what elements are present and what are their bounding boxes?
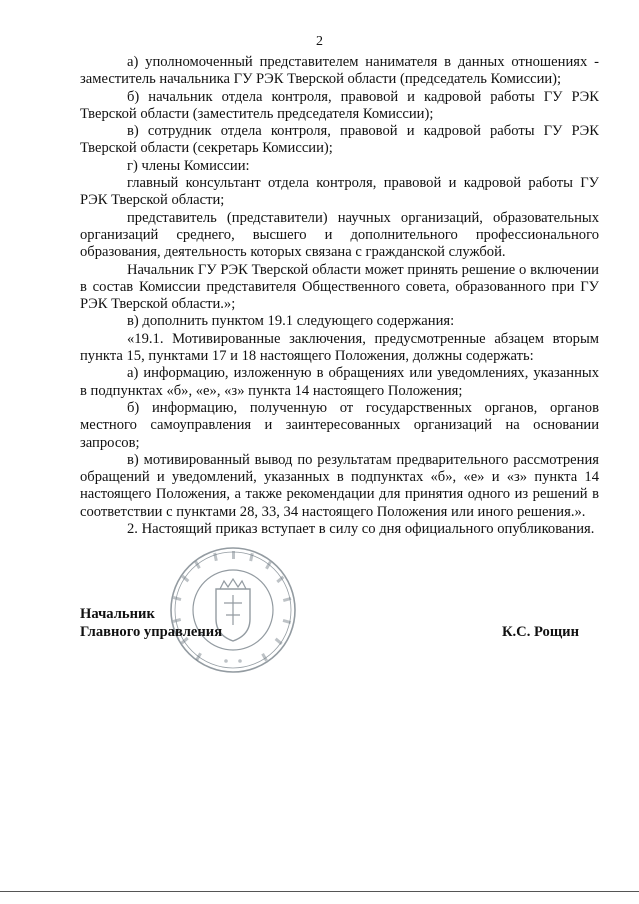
- signature-title-line2: Главного управления: [80, 624, 223, 640]
- signature-block: [80, 605, 599, 645]
- paragraph-item-b: б) начальник отдела контроля, правовой и кадровой работы ГУ РЭК Тверской области (заместитель председателя Комиссии);: [80, 88, 599, 122]
- paragraph-19-1-b: б) информацию, полученную от государственных органов, органов местного самоуправления и заинтересованных организаций на основании запросов;: [80, 399, 599, 451]
- paragraph-effective: 2. Настоящий приказ вступает в силу со дня официального опубликования.: [127, 521, 595, 538]
- document-body: [80, 54, 599, 538]
- paragraph-19-1-a: а) информацию, изложенную в обращениях или уведомлениях, указанных в подпунктах «б», «е», «з» пункта 14 настоящего Положения;: [80, 365, 599, 399]
- paragraph-add-point: в) дополнить пунктом 19.1 следующего содержания:: [127, 313, 455, 330]
- paragraph-chief-consultant: главный консультант отдела контроля, правовой и кадровой работы ГУ РЭК Тверской области;: [80, 175, 599, 209]
- footer-divider: [0, 891, 639, 892]
- paragraph-item-g: г) члены Комиссии:: [127, 157, 250, 174]
- paragraph-representatives: представитель (представители) научных организаций, образовательных организаций среднего, высшего и дополнительного профессионального образования, деятельность которых связана с гражданской службой.: [80, 209, 599, 261]
- paragraph-item-a: а) уполномоченный представителем нанимателя в данных отношениях - заместитель начальника ГУ РЭК Тверской области (председатель Комиссии);: [80, 54, 599, 88]
- paragraph-public-council: Начальник ГУ РЭК Тверской области может принять решение о включении в состав Комиссии представителя Общественного совета, образованного при ГУ РЭК Тверской области.»;: [80, 261, 599, 313]
- paragraph-19-1: «19.1. Мотивированные заключения, предусмотренные абзацем вторым пункта 15, пунктами 17 и 18 настоящего Положения, должны содержать:: [80, 330, 599, 365]
- paragraph-item-v: в) сотрудник отдела контроля, правовой и кадровой работы ГУ РЭК Тверской области (секретарь Комиссии);: [80, 123, 599, 157]
- page-number: 2: [316, 34, 323, 49]
- signature-name: К.С. Рощин: [501, 624, 579, 640]
- paragraph-19-1-v: в) мотивированный вывод по результатам предварительного рассмотрения обращений и уведомлений, указанных в подпунктах «б», «е» и «з» пункта 14 настоящего Положения, а также рекомендации для принятия одного из решений в соответствии с пунктами 28, 33, 34 настоящего Положения или иного решения.».: [80, 451, 599, 520]
- signature-title-line1: Начальник: [80, 606, 155, 622]
